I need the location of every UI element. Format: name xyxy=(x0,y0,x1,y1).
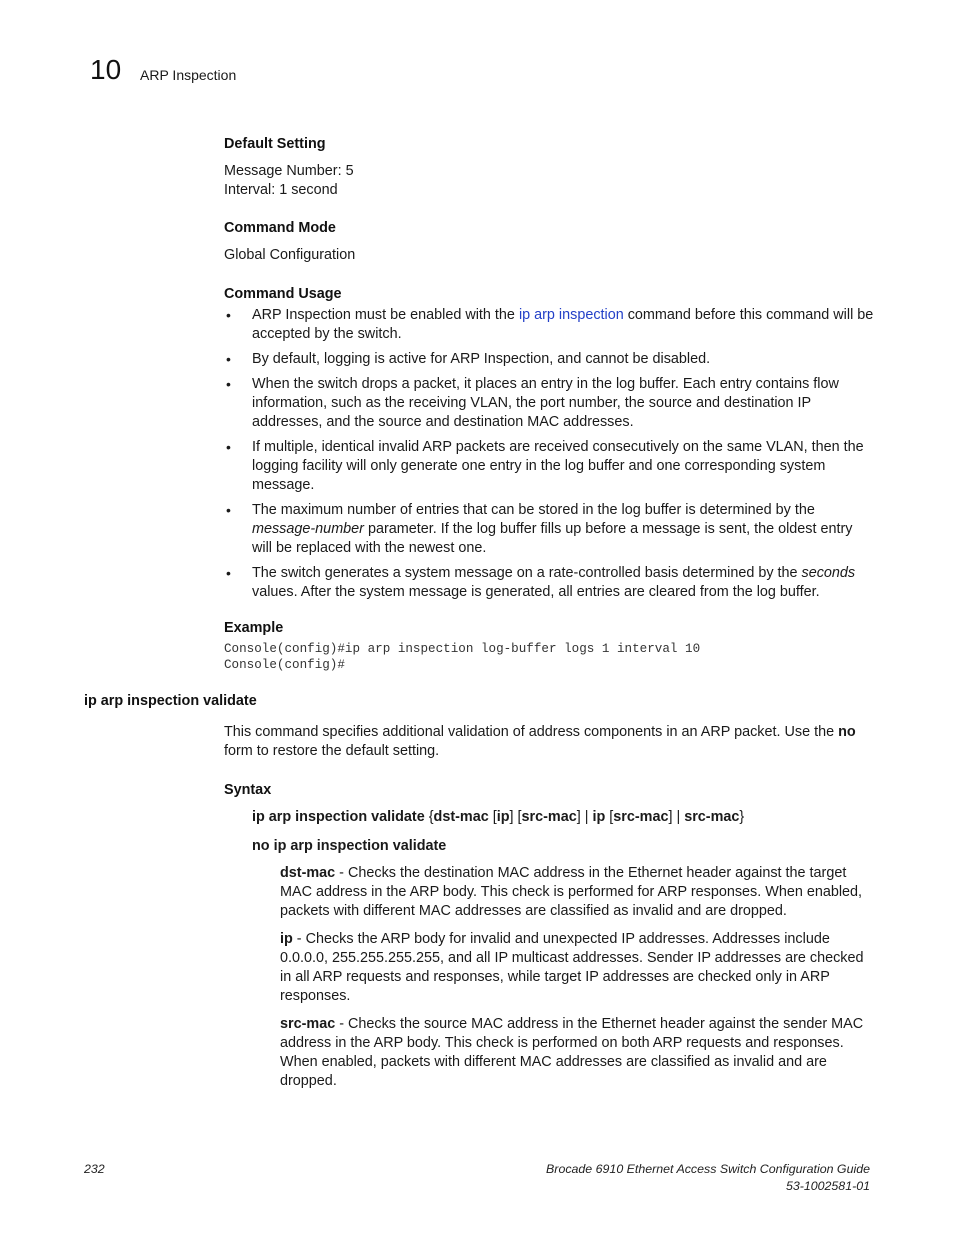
bullet-icon: • xyxy=(226,502,231,518)
code-line: Console(config)#ip arp inspection log-buffer logs 1 interval 10 xyxy=(224,642,701,656)
guide-title: Brocade 6910 Ethernet Access Switch Configuration Guide xyxy=(546,1162,870,1176)
default-setting-heading: Default Setting xyxy=(224,136,326,152)
bullet-icon: • xyxy=(226,439,231,455)
bullet-icon: • xyxy=(226,565,231,581)
chapter-number: 10 xyxy=(90,54,122,85)
doc-number: 53-1002581-01 xyxy=(785,1179,870,1193)
command-usage-heading: Command Usage xyxy=(224,286,342,302)
parameter-list xyxy=(280,864,872,1100)
no-form-syntax: no ip arp inspection validate xyxy=(252,838,447,854)
syntax-line: ip arp inspection validate {dst-mac [ip] [src-mac] | ip [src-mac] | src-mac} xyxy=(252,809,745,825)
list-item: • By default, logging is active for ARP Inspection, and cannot be disabled. xyxy=(226,351,711,367)
default-setting-line: Message Number: 5 xyxy=(224,163,354,179)
list-item: • When the switch drops a packet, it places an entry in the log buffer. Each entry contains flow information, such as the receiving VLAN, the port number, the source and destination IP addresses, and the source and destination MAC addresses. xyxy=(226,376,839,430)
command-usage-list xyxy=(224,306,874,608)
list-item: • The switch generates a system message on a rate-controlled basis determined by the seconds values. After the system message is generated, all entries are cleared from the log buffer. xyxy=(226,565,856,600)
code-line: Console(config)# xyxy=(224,658,345,672)
command-mode-text: Global Configuration xyxy=(224,247,356,263)
list-item: • If multiple, identical invalid ARP packets are received consecutively on the same VLAN, then the logging facility will only generate one entry in the log buffer and one corresponding system message. xyxy=(226,439,864,493)
list-item: • The maximum number of entries that can be stored in the log buffer is determined by the message-number parameter. If the log buffer fills up before a message is sent, the oldest entry will be replaced with the newest one. xyxy=(226,502,853,556)
chapter-title: ARP Inspection xyxy=(140,67,237,83)
param-ip: ip - Checks the ARP body for invalid and unexpected IP addresses. Addresses include 0.0.0.0, 255.255.255.255, and all IP multicast addresses. Sender IP addresses are checked in all ARP requests and responses, while target IP addresses are checked only in ARP responses. xyxy=(280,931,864,1004)
command-mode-heading: Command Mode xyxy=(224,220,336,236)
param-dst-mac: dst-mac - Checks the destination MAC address in the Ethernet header against the target MAC address in the ARP body. This check is performed for ARP responses. When enabled, packets with different MAC addresses are classified as invalid and are dropped. xyxy=(280,865,863,919)
page-number: 232 xyxy=(84,1162,105,1176)
section-intro: This command specifies additional validation of address components in an ARP packet. Use the no form to restore the default setting. xyxy=(224,724,856,759)
list-item: • ARP Inspection must be enabled with the ip arp inspection command before this command will be accepted by the switch. xyxy=(226,307,874,342)
example-heading: Example xyxy=(224,620,284,636)
bullet-icon: • xyxy=(226,351,231,367)
default-setting-line: Interval: 1 second xyxy=(224,182,338,198)
syntax-heading: Syntax xyxy=(224,782,272,798)
param-src-mac: src-mac - Checks the source MAC address in the Ethernet header against the sender MAC address in the ARP body. This check is performed on both ARP requests and responses. When enabled, packets with different MAC addresses are classified as invalid and are dropped. xyxy=(280,1016,864,1089)
ip-arp-inspection-link[interactable]: ip arp inspection xyxy=(518,307,624,323)
bullet-icon: • xyxy=(226,307,231,323)
bullet-icon: • xyxy=(226,376,231,392)
section-title: ip arp inspection validate xyxy=(84,693,257,709)
